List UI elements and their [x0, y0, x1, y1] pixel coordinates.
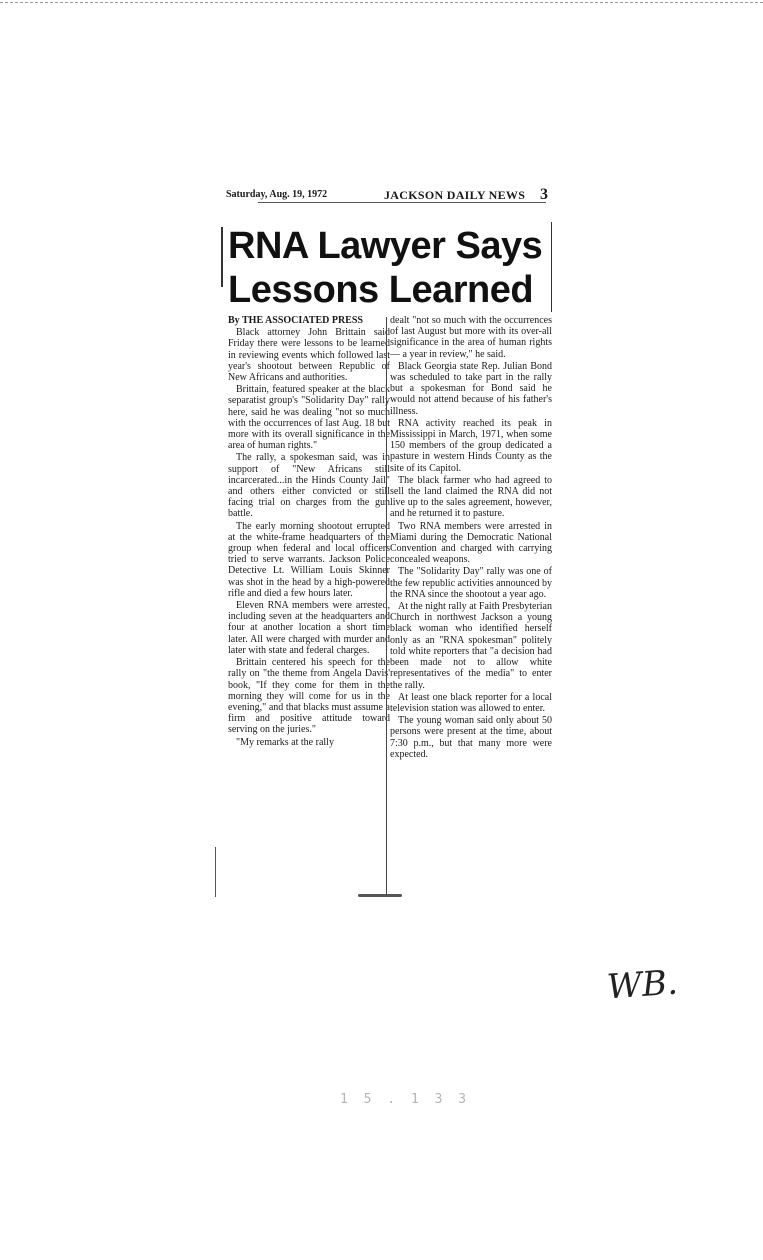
clipping-bottom-mark [358, 894, 402, 897]
clipping-edge-left-lower [215, 847, 216, 897]
article-column-left [228, 315, 390, 749]
issue-date: Saturday, Aug. 19, 1972 [226, 189, 328, 200]
paragraph: The young woman said only about 50 persons were present at the time, about 7:30 p.m., but that many more were expected. [390, 715, 552, 760]
column-divider [386, 317, 387, 897]
byline: By THE ASSOCIATED PRESS [228, 315, 363, 326]
paragraph: Black attorney John Brittain said Friday there were lessons to be learned in reviewing events which followed last year's shootout between Republic of New Africans and authorities. [228, 327, 390, 384]
clipping-edge-right [551, 222, 552, 312]
paragraph: The rally, a spokesman said, was in support of "New Africans still incarcerated...in the Hinds County Jail" and others either convicted or still facing trial on charges from the gun battle. [228, 452, 390, 520]
paragraph: Brittain centered his speech for the rally on "the theme from Angela Davis' book, "If they come for them in the morning they will come for us in the evening," and that blacks must assume a firm and positive attitude toward serving on the juries." [228, 657, 390, 736]
paragraph: RNA activity reached its peak in Mississippi in March, 1971, when some 150 members of the group dedicated a pasture in western Hinds County as the site of its Capitol. [390, 417, 552, 474]
handwritten-initials: WB. [605, 962, 680, 1008]
page-number: 3 [540, 186, 548, 203]
page-top-border [0, 2, 763, 3]
paragraph: dealt "not so much with the occurrences of last August but more with its over-all significance in the area of human rights — a year in review," he said. [390, 315, 552, 360]
headline [228, 224, 550, 312]
faded-stamp-number: 1 5 . 1 3 3 [340, 1092, 471, 1107]
paragraph: At least one black reporter for a local television station was allowed to enter. [390, 691, 552, 714]
paragraph: "My remarks at the rally [236, 736, 334, 748]
headline-line-1: RNA Lawyer Says [228, 225, 543, 267]
header-rule [258, 202, 546, 203]
newspaper-clipping [218, 182, 552, 904]
paragraph: The early morning shootout errupted at the white-frame headquarters of the group when federal and local officers tried to serve warrants. Jackson Police Detective Lt. William Louis Skinner was shot in the head by a high-powered rifle and died a few hours later. [228, 520, 390, 599]
paragraph: Black Georgia state Rep. Julian Bond was scheduled to take part in the rally but a spokesman for Bond said he would not attend because of his father's illness. [390, 360, 552, 417]
paragraph: Brittain, featured speaker at the black separatist group's "Solidarity Day" rally here, said he was dealing "not so much with the occurrences of last Aug. 18 but more with its overall significance in the area of human rights." [228, 384, 390, 452]
paragraph: Eleven RNA members were arrested, including seven at the headquarters and four at another location a short time later. All were charged with murder and later with state and federal charges. [228, 600, 390, 656]
newspaper-name: JACKSON DAILY NEWS [384, 188, 526, 202]
article-column-right [390, 315, 552, 761]
paragraph: Two RNA members were arrested in Miami during the Democratic National Convention and charged with carrying concealed weapons. [390, 520, 552, 566]
headline-line-2: Lessons Learned [228, 269, 534, 311]
paragraph: The black farmer who had agreed to sell the land claimed the RNA did not live up to the sales agreement, however, and he returned it to pasture. [390, 474, 552, 520]
clipping-edge-left [221, 227, 223, 287]
paragraph: The "Solidarity Day" rally was one of the few republic activities announced by the RNA since the shootout a year ago. [390, 566, 552, 600]
paragraph: At the night rally at Faith Presbyterian Church in northwest Jackson a young black woman who identified herself only as an "RNA spokesman" politely told white reporters that "a decision had been made not to allow white representatives of the media" to enter the rally. [390, 601, 552, 691]
